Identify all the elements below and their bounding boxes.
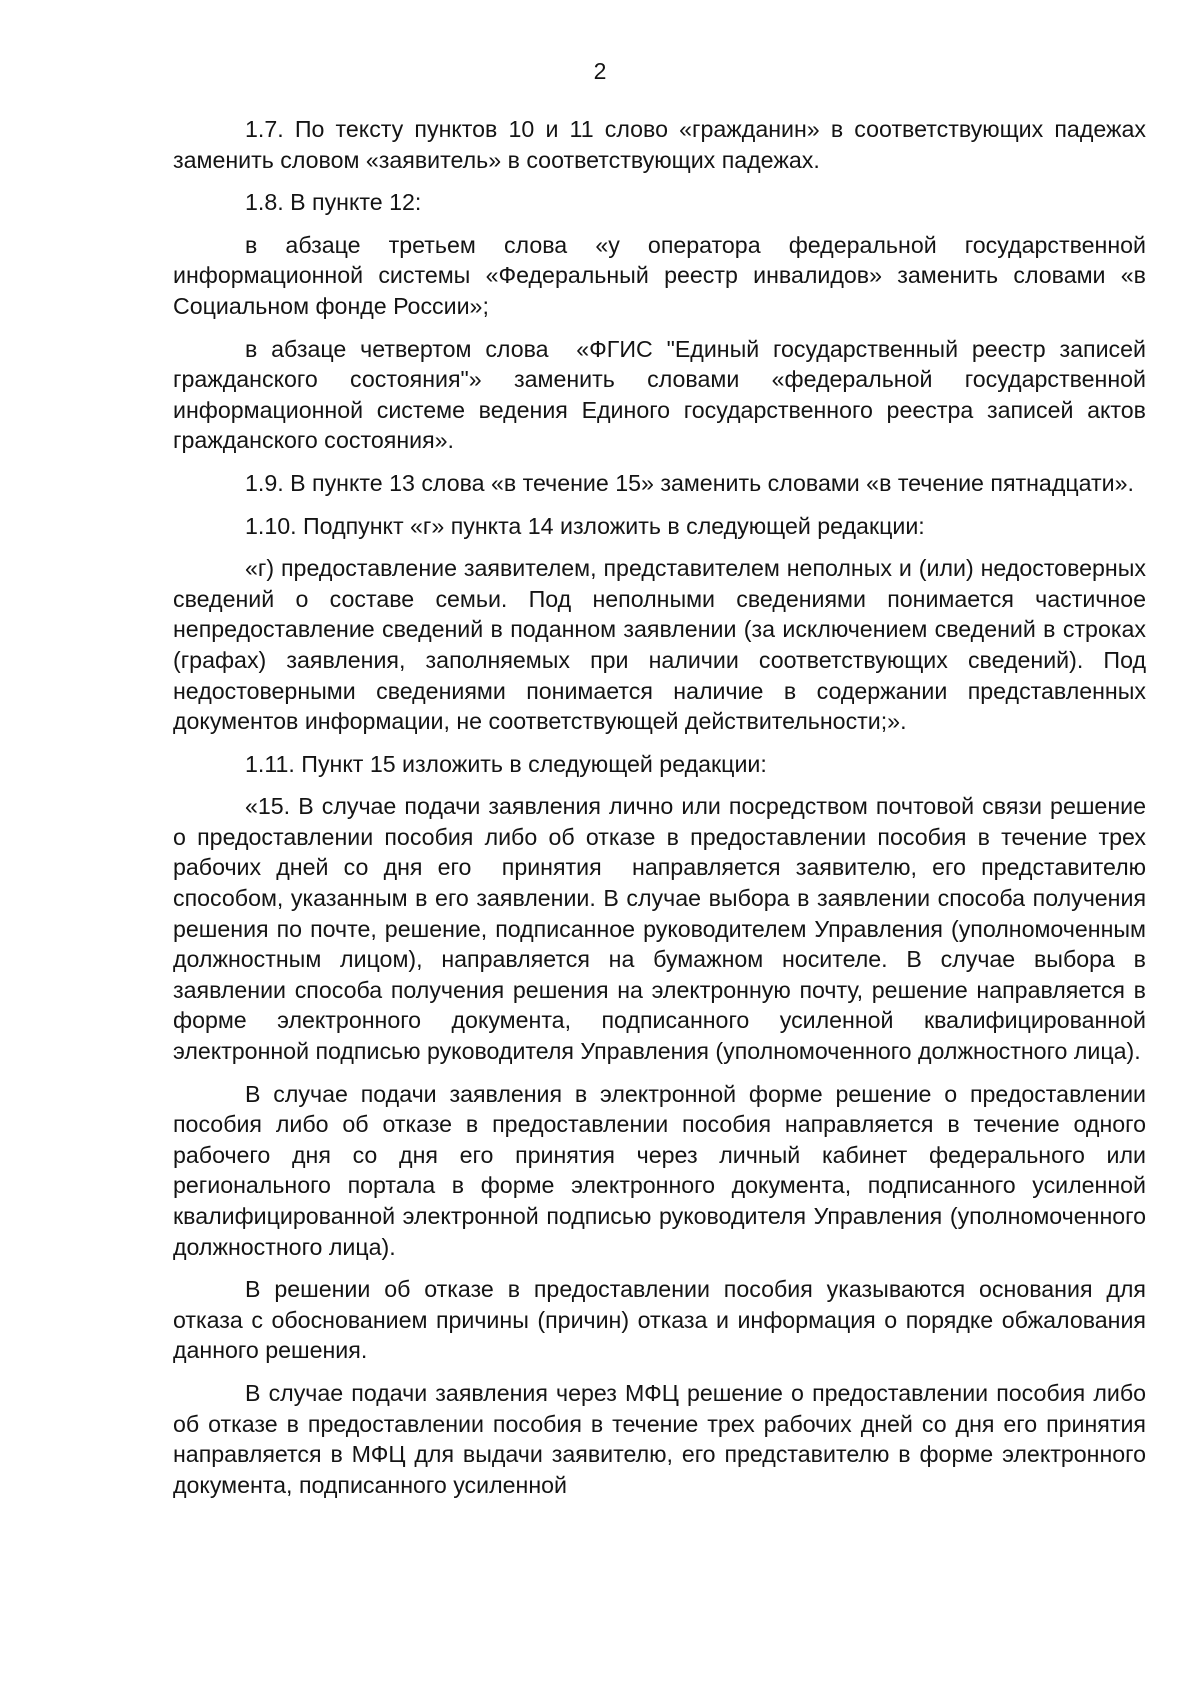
paragraph-1-10: 1.10. Подпункт «г» пункта 14 изложить в следующей редакции: <box>245 512 925 539</box>
paragraph-15-part-2: В случае подачи заявления в электронной форме решение о предоставлении пособия либо об отказе в предоставлении пособия направляется в течение одного рабочего дня со дня его принятия через личный кабинет федерального или регионального портала в форме электронного документа, подписанного усиленной квалифицированной электронной подписью руководителя Управления (уполномоченного должностного лица). <box>173 1080 1153 1260</box>
paragraph-15-part-4: В случае подачи заявления через МФЦ решение о предоставлении пособия либо об отказе в предоставлении пособия в течение трех рабочих дней со дня его принятия направляется в МФЦ для выдачи заявителю, его представителю в форме электронного документа, подписанного усиленной <box>173 1379 1153 1498</box>
paragraph-1-8-indent-4: в абзаце четвертом слова «ФГИС "Единый государственный реестр записей гражданского состояния"» заменить словами «федеральной государственной информационной системе ведения Единого государственного реестра записей актов гражданского состояния». <box>173 335 1153 454</box>
paragraph-1-8: 1.8. В пункте 12: <box>245 189 422 216</box>
page-number: 2 <box>593 58 607 84</box>
paragraph-1-11: 1.11. Пункт 15 изложить в следующей редакции: <box>245 750 767 777</box>
paragraph-1-9: 1.9. В пункте 13 слова «в течение 15» заменить словами «в течение пятнадцати». <box>245 469 1134 496</box>
paragraph-15-part-1: «15. В случае подачи заявления лично или посредством почтовой связи решение о предоставлении пособия либо об отказе в предоставлении пособия в течение трех рабочих дней со дня его принятия направляется заявителю, его представителю способом, указанным в его заявлении. В случае выбора в заявлении способа получения решения по почте, решение, подписанное руководителем Управления (уполномоченным должностным лицом), направляется на бумажном носителе. В случае выбора в заявлении способа получения решения на электронную почту, решение направляется в форме электронного документа, подписанного усиленной квалифицированной электронной подписью руководителя Управления (уполномоченного должностного лица). <box>173 793 1153 1065</box>
paragraph-1-8-indent-3: в абзаце третьем слова «у оператора федеральной государственной информационной системы «Федеральный реестр инвалидов» заменить словами «в Социальном фонде России»; <box>173 231 1153 319</box>
paragraph-15-part-3: В решении об отказе в предоставлении пособия указываются основания для отказа с обоснованием причины (причин) отказа и информация о порядке обжалования данного решения. <box>173 1276 1153 1364</box>
document-body <box>173 114 1153 1512</box>
paragraph-1-7: 1.7. По тексту пунктов 10 и 11 слово «гражданин» в соответствующих падежах заменить словом «заявитель» в соответствующих падежах. <box>173 116 1153 173</box>
paragraph-14-g: «г) предоставление заявителем, представителем неполных и (или) недостоверных сведений о составе семьи. Под неполными сведениями понимается частичное непредоставление сведений в поданном заявлении (за исключением сведений в строках (графах) заявления, заполняемых при наличии соответствующих сведений). Под недостоверными сведениями понимается наличие в содержании представленных документов информации, не соответствующей действительности;». <box>173 555 1153 735</box>
